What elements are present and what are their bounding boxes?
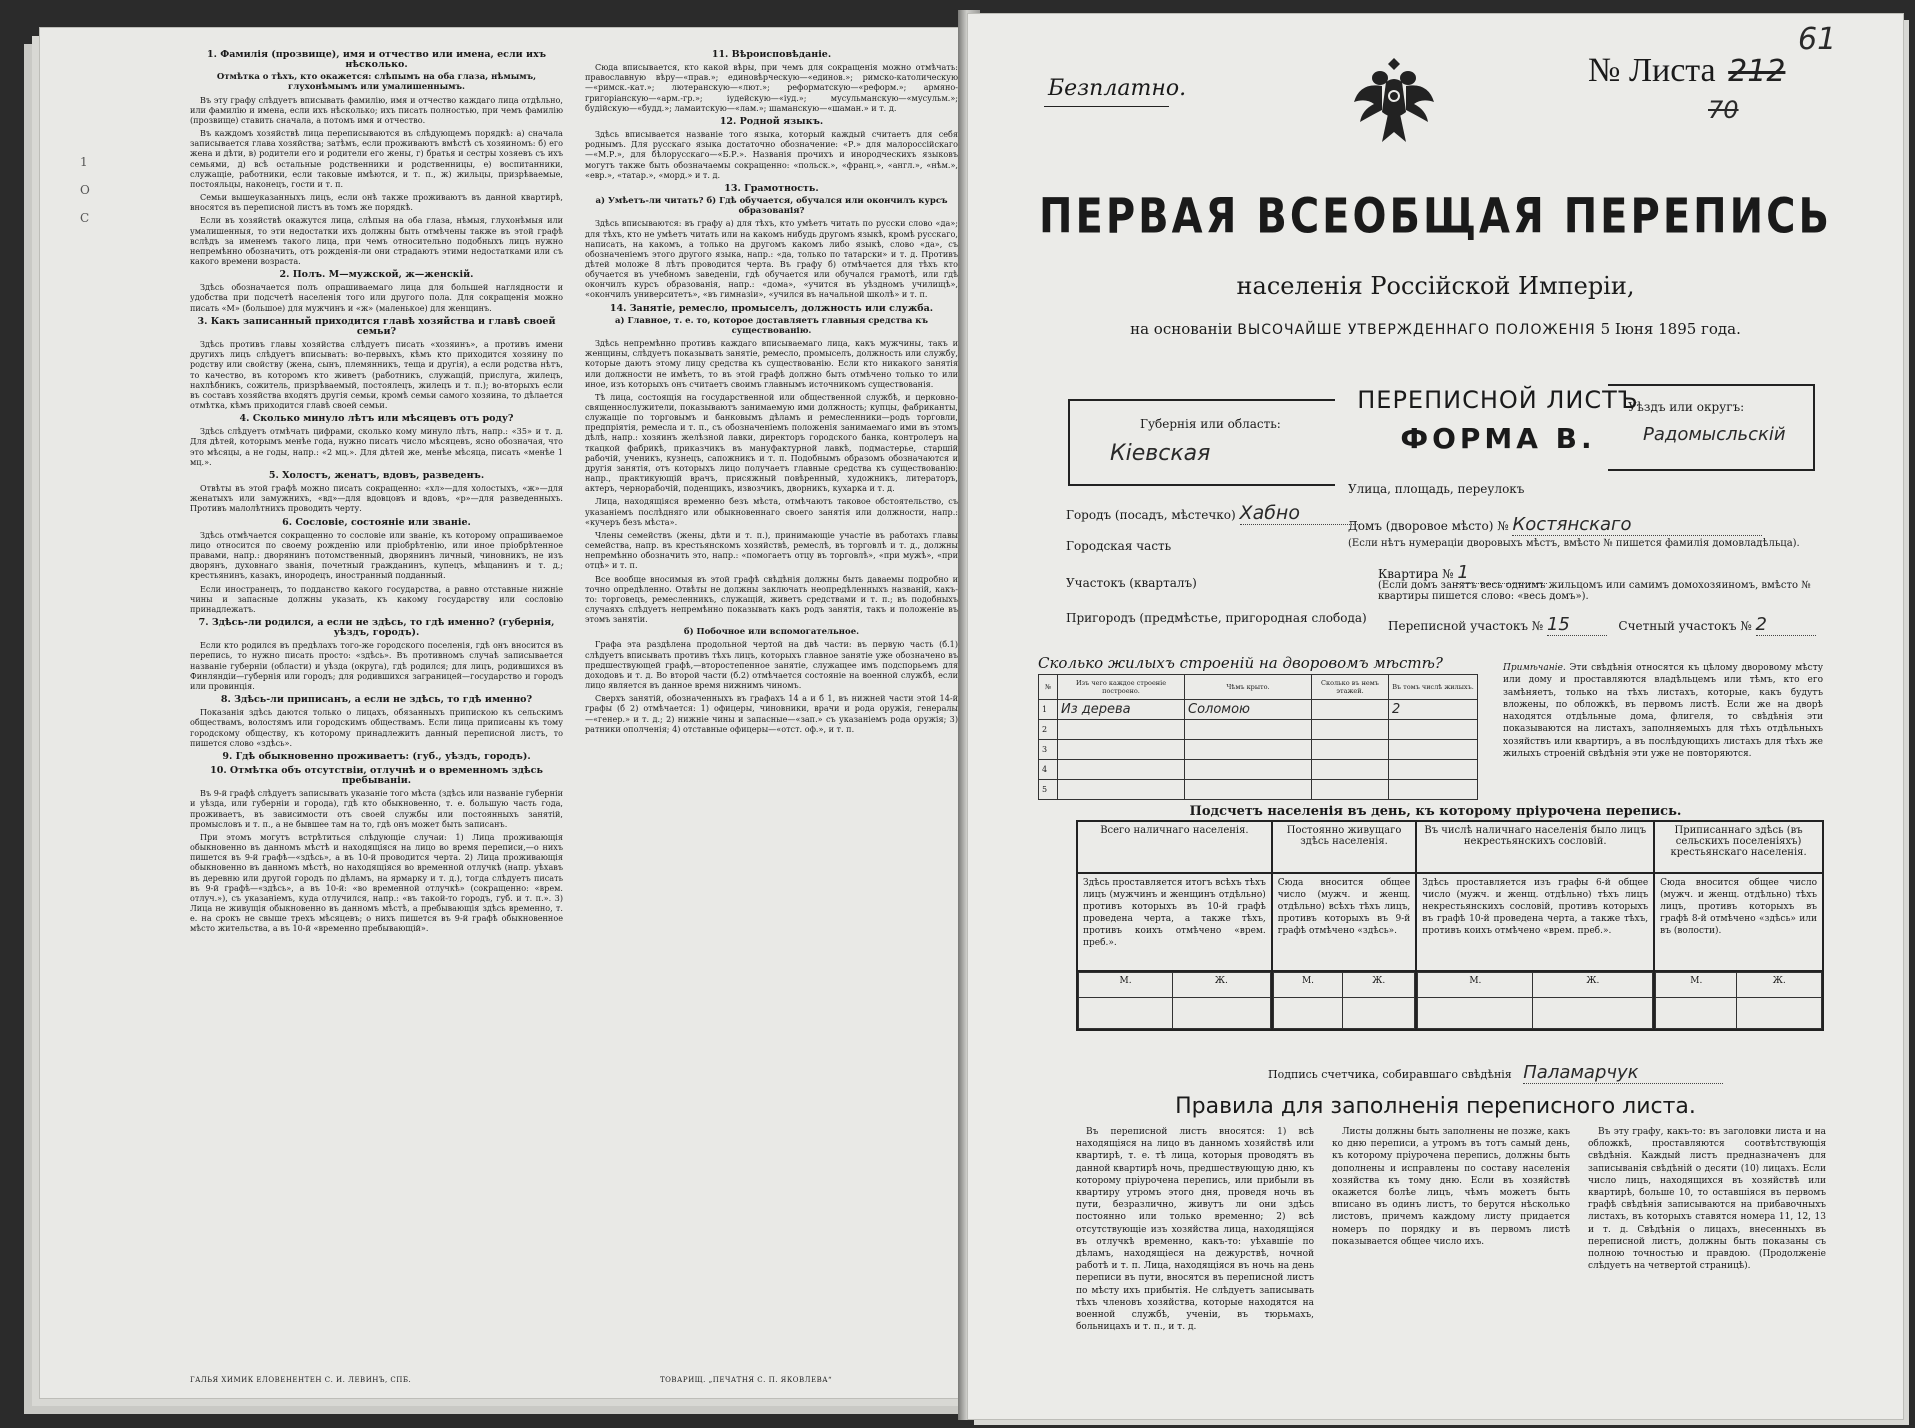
instruction-subheading: а) Умѣетъ-ли читать? б) Гдѣ обучается, обучался или окончилъ курсъ образованія?: [595, 196, 948, 217]
counter-district-value: 2: [1756, 614, 1816, 636]
instruction-heading: 10. Отмѣтка объ отсутствіи, отлучнѣ и о временномъ здѣсь пребываніи.: [210, 765, 543, 787]
instruction-heading: 13. Грамотность.: [724, 182, 819, 194]
instruction-heading: 8. Здѣсь-ли приписанъ, а если не здѣсь, то гдѣ именно?: [220, 694, 533, 706]
population-mf-row: М. Ж. М. Ж. М. Ж. М. Ж.: [1077, 971, 1823, 1030]
sheet-number: № Листа 212 61 70: [1588, 22, 1837, 124]
instruction-column-1: [190, 46, 563, 1384]
houses-cell-floors: [1312, 760, 1389, 780]
page-title: ПЕРВАЯ ВСЕОБЩАЯ ПЕРЕПИСЬ: [1039, 189, 1832, 245]
instruction-paragraph: Сверхъ занятій, обозначенныхъ въ графахъ 14 а и б 1, въ нижней части этой 14-й графы (б 2) отмѣчается: 1) офицеры, чиновники, врачи и рода оружія, генералы—«генер.» и т. д.; 2) нижніе чины и запасные—«зап.» съ указаніемъ рода оружія; 3) ратники ополченія; 4) отставные офицеры—«отст. оф.», и т. п.: [585, 693, 958, 734]
sheet-number-correction-2: 70: [1708, 96, 1739, 124]
rules-column-2: Листы должны быть заполнены не позже, какъ ко дню переписи, а утромъ въ тотъ самый день, къ которому пріурочена перепись, должны быть дополнены и исправлены по составу населенія хозяйства къ тому дню. Если въ хозяйствѣ окажется болѣе лицъ, чѣмъ можетъ быть вписано въ одинъ листъ, то берутся нѣсколько листовъ, причемъ каждому листу придается номеръ по порядку и въ первомъ листѣ показывается общее число ихъ.: [1332, 1127, 1570, 1247]
houses-cell-floors: [1312, 740, 1389, 760]
sheet-number-value: 212: [1728, 54, 1786, 89]
rules-column-1: Въ переписной листъ вносятся: 1) всѣ находящіяся на лицо въ данномъ хозяйствѣ или квартирѣ, т. е. тѣ лица, которыя проводятъ въ данной квартирѣ ночь, предшествующую дню, къ которому пріурочена перепись, или прибыли въ квартиру утромъ этого дня, проведя ночь въ пути, безразлично, живутъ ли они здѣсь постоянно или только временно; 2) всѣ отсутствующіе изъ хозяйства лица, находящіяся въ отлучкѣ временно, какъ-то: уѣхавшіе по дѣламъ, находящіеся на дежурствѣ, ночной работѣ и т. п. Лица, находящіяся въ ночь на день переписи въ пути, вносятся въ переписной листъ по мѣсту ихъ прибытія. Не слѣдуетъ записывать тѣхъ членовъ хозяйства, которые находятся на военной службѣ, ученіи, въ тюрьмахъ, больницахъ и т. п., и т. д.: [1076, 1127, 1314, 1333]
instruction-paragraph: Отвѣты въ этой графѣ можно писать сокращенно: «хл»—для холостыхъ, «ж»—для женатыхъ или замужнихъ, «вд»—для вдовцовъ и вдовъ, «р»—для разведенныхъ. Противъ малолѣтнихъ проводить черту.: [190, 483, 563, 514]
houses-note: Примѣчаніе. Эти свѣдѣнія относятся къ цѣлому дворовому мѣсту или дому и проставляются владѣльцемъ или тѣмъ, кто его замѣняетъ, только на тѣхъ листахъ, которые, какъ будутъ вложены, по обложкѣ, въ первомъ листѣ. Если же на дворѣ находятся отдѣльные дома, флигеля, то свѣдѣнія эти показываются на листахъ, заполняемыхъ для тѣхъ отдѣльныхъ хозяйствъ или квартиръ, а въ послѣдующихъ листахъ для тѣхъ же жилыхъ строеній свѣдѣнія эти уже не повторяются.: [1503, 663, 1823, 760]
houses-cell-living: [1389, 720, 1478, 740]
rules-column-3: Въ эту графу, какъ-то: въ заголовки листа и на обложкѣ, проставляются соотвѣтствующія свѣдѣнія. Каждый листъ предназначенъ для записыванія свѣдѣній о десяти (10) лицахъ. Если число лицъ, находящихся въ хозяйствѣ или квартирѣ, больше 10, то оставшіяся въ первомъ графѣ свѣдѣнія записываются на прибавочныхъ листахъ, въ которыхъ ставятся номера 11, 12, 13 и т. д. Свѣдѣнія о лицахъ, внесенныхъ въ переписной листъ, должны быть показаны съ полною точностью и правдою. (Продолженіе слѣдуетъ на четвертой страницѣ).: [1588, 1127, 1826, 1272]
instruction-heading: 2. Полъ. М—мужской, ж—женскій.: [279, 269, 474, 281]
houses-cell-living: [1389, 780, 1478, 800]
instruction-paragraph: Здѣсь вписываются: въ графу а) для тѣхъ, кто умѣетъ читать по русски слово «да»; для тѣхъ, кто не умѣетъ читать или на какомъ нибудь другомъ языкѣ, кромѣ русскаго, написать, на какомъ, а только на другомъ какомъ либо языкѣ, слово «да», съ обозначеніемъ этого другого языка, напр.: «да, только по татарски» и т. д. Противъ дѣтей моложе 8 лѣтъ проводится черта. Въ графу б) отмѣчается для тѣхъ кто обучается въ учебномъ заведеніи, гдѣ обучается или обучался грамотѣ, или гдѣ окончилъ курсъ образованія, напр.: «дома», «учится въ уѣздномъ училищѣ», «окончилъ университетъ», «въ гимназіи», «учился въ начальной школѣ» и т. п.: [585, 218, 958, 300]
houses-cell-roof: [1185, 760, 1312, 780]
instruction-heading: 3. Какъ записанный приходится главѣ хозяйства и главѣ своей семьи?: [197, 315, 556, 337]
sheet-number-correction-1: 61: [1798, 22, 1837, 57]
census-district-value: 15: [1547, 614, 1607, 636]
houses-cell-living: 2: [1389, 700, 1478, 720]
houses-cell-material: Из дерева: [1058, 700, 1185, 720]
houses-row: [1039, 780, 1478, 800]
city-field: Городъ (посадъ, мѣстечко) Хабно: [1066, 502, 1360, 525]
instruction-paragraph: Если иностранецъ, то подданство какого государства, а равно отставные нижніе чины и запасные должны указать, къ какому государству или сословію принадлежатъ.: [190, 583, 563, 614]
suburb-field: Пригородъ (предмѣстье, пригородная слобода): [1066, 611, 1367, 625]
instruction-paragraph: Если кто родился въ предѣлахъ того-же городского поселенія, гдѣ онъ вносится въ перепись, то нужно писать просто: «здѣсь». Въ противномъ случаѣ записывается названіе губерніи (области) и уѣзда (округа), гдѣ родился; для лицъ, родившихся въ Финляндіи—губернія или городъ; для родившихся заграницей—государство и городъ или провинція.: [190, 640, 563, 691]
apartment-value: 1: [1457, 562, 1547, 584]
rules-title: Правила для заполненія переписного листа.: [1175, 1094, 1696, 1119]
page-subtitle: населенія Россійской Имперіи,: [1236, 272, 1635, 300]
instruction-heading: 1. Фамилія (прозвище), имя и отчество или имена, если ихъ нѣсколько.: [206, 49, 547, 71]
houses-cell-roof: [1185, 740, 1312, 760]
population-title: Подсчетъ населенія въ день, къ которому пріурочена перепись.: [1189, 804, 1682, 819]
houses-cell-n: 4: [1039, 760, 1058, 780]
houses-cell-roof: [1185, 720, 1312, 740]
population-desc-row: Здѣсь проставляется итогъ всѣхъ тѣхъ лицъ (мужчинъ и женщинъ отдѣльно) противъ которыхъ въ 10-й графѣ проведена черта, а также тѣхъ, противъ коихъ отмѣчено «врем. преб.». Сюда вносится общее число (мужч. и женщ. отдѣльно) всѣхъ тѣхъ лицъ, противъ которыхъ въ 9-й графѣ отмѣчено «здѣсь». Здѣсь проставляется изъ графы 6-й общее число (мужч. и женщ. отдѣльно) тѣхъ лицъ некрестьянскихъ сословій, противъ которыхъ въ графѣ 10-й проведена черта, а также тѣхъ, противъ коихъ отмѣчено «врем. преб.». Сюда вносится общее число (мужч. и женщ. отдѣльно) тѣхъ лицъ, противъ которыхъ въ графѣ 8-й отмѣчено «здѣсь» или въ (волости).: [1077, 873, 1823, 971]
instruction-paragraph: Здѣсь обозначается полъ опрашиваемаго лица для большей наглядности и удобства при подсчетѣ населенія того или другого пола. Для сокращенія можно писать «М» (большое) для мужчинъ и «ж» (маленькое) для женщинъ.: [190, 282, 563, 313]
instruction-paragraph: Все вообще вносимыя въ этой графѣ свѣдѣнія должны быть даваемы подробно и точно опредѣленно. Отвѣты не должны заключать неопредѣленныхъ названій, какъ-то: торговецъ, ремесленникъ, служащій, живетъ средствами и т. п.; въ подобныхъ случаяхъ слѣдуетъ непремѣнно показывать какъ родъ занятія, такъ и положеніе въ этомъ занятіи.: [585, 573, 958, 625]
gubernia-box: Губернія или область: Кіевская: [1068, 399, 1335, 486]
instruction-columns: [190, 46, 958, 1384]
instruction-paragraph: Семьи вышеуказанныхъ лицъ, если онѣ также проживаютъ въ данной квартирѣ, вносятся въ переписной листъ въ томъ же порядкѣ.: [190, 192, 563, 213]
counter-signature: Подпись счетчика, собиравшаго свѣдѣнія Паламарчук: [1268, 1062, 1723, 1084]
houses-row: [1039, 720, 1478, 740]
right-page: [968, 14, 1903, 1419]
free-label: Безплатно.: [1048, 76, 1187, 101]
population-header-row: Всего наличнаго населенія. Постоянно живущаго здѣсь населенія. Въ числѣ наличнаго населенія было лицъ некрестьянскихъ сословій. Приписаннаго здѣсь (въ сельскихъ поселеніяхъ) крестьянскаго населенія.: [1077, 821, 1823, 873]
houses-cell-n: 3: [1039, 740, 1058, 760]
instruction-paragraph: Здѣсь слѣдуетъ отмѣчать цифрами, сколько кому минуло лѣтъ, напр.: «35» и т. д. Для дѣтей, которымъ менѣе года, нужно писать число мѣсяцевъ, ясно обозначая, что это мѣсяцы, а не годы, напр.: «2 мц.». Для дѣтей же, менѣе мѣсяца, писать «менѣе 1 мц.».: [190, 426, 563, 467]
left-page: [40, 28, 980, 1398]
houses-table: [1038, 674, 1478, 800]
houses-cell-living: [1389, 740, 1478, 760]
houses-cell-floors: [1312, 720, 1389, 740]
houses-cell-material: [1058, 720, 1185, 740]
houses-cell-roof: [1185, 780, 1312, 800]
houses-cell-material: [1058, 760, 1185, 780]
instruction-paragraph: Въ каждомъ хозяйствѣ лица переписываются въ слѣдующемъ порядкѣ: а) сначала записывается глава хозяйства; затѣмъ, если проживаютъ вмѣстѣ съ хозяиномъ: б) его жена и дѣти, в) родители его и родители его жены, г) братья и сестры хозяевъ съ ихъ семьями, д) всѣ остальные родственники и родственницы, е) воспитанники, служащіе, работники, если таковые имѣются, и т. п., ж) жильцы, призрѣваемые, постояльцы, наконецъ, гости и т. п.: [190, 128, 563, 189]
houses-cell-floors: [1312, 780, 1389, 800]
houses-cell-n: 2: [1039, 720, 1058, 740]
instruction-paragraph: Графа эта раздѣлена продольной чертой на двѣ части: въ первую часть (б.1) слѣдуетъ вписывать противъ тѣхъ лицъ, которыхъ главное занятіе уже обозначено въ предшествующей графѣ,—второстепенное занятіе, служащее имъ подспорьемъ для доходовъ и т. д. Во второй части (б.2) отмѣчается состояніе на военной службѣ, если лицо является въ данное время нижнимъ чиномъ.: [585, 639, 958, 691]
instruction-column-2: [585, 46, 958, 1384]
district-field: Участокъ (кварталъ): [1066, 576, 1197, 590]
houses-header-row: № Изъ чего каждое строеніе построено. Чѣмъ крыто. Сколько въ немъ этажей. Въ томъ числѣ жилыхъ.: [1039, 675, 1478, 700]
instruction-paragraph: Въ эту графу слѣдуетъ вписывать фамилію, имя и отчество каждаго лица отдѣльно, или фамилію и имена, если ихъ нѣсколько; ихъ писать полностью, при чемъ фамилію (прозвище) ставить сначала, а потомъ имя и отчество.: [190, 94, 563, 125]
houses-cell-n: 5: [1039, 780, 1058, 800]
city-part-field: Городская часть: [1066, 539, 1172, 553]
instruction-paragraph: Лица, находящіяся временно безъ мѣста, отмѣчаютъ таковое обстоятельство, съ указаніемъ послѣдняго или обыкновеннаго своего занятія или должности, напр.: «кучеръ безъ мѣста».: [585, 496, 958, 527]
legal-basis: на основаніи ВЫСОЧАЙШЕ УТВЕРЖДЕННАГО ПОЛОЖЕНІЯ 5 Іюня 1895 года.: [1130, 320, 1741, 338]
instruction-heading: 5. Холостъ, женатъ, вдовъ, разведенъ.: [268, 469, 485, 481]
houses-title: Сколько жилыхъ строеній на дворовомъ мѣстѣ?: [1038, 654, 1443, 672]
census-district-field: Переписной участокъ № 15 Счетный участокъ № 2: [1388, 614, 1816, 636]
instruction-paragraph: При этомъ могутъ встрѣтиться слѣдующіе случаи: 1) Лица проживающія обыкновенно въ данномъ мѣстѣ и находящіяся на лицо во время переписи,—о нихъ пишется въ 9-й графѣ—«здѣсь», а въ 10-й проводится черта. 2) Лица проживающія обыкновенно въ данномъ мѣстѣ, но находящіяся во временной отлучкѣ (напр. уѣхавъ въ деревню или другой городъ по дѣламъ, на ярмарку и т. д.), тогда слѣдуетъ писать въ 9-й графѣ—«здѣсь», а въ 10-й: «во временной отлучкѣ» (сокращенно: «врем. отлуч.»), съ указаніемъ, куда отлучился, напр.: «въ такой-то городъ, губ. и т. п.». 3) Лица не живущія обыкновенно въ данномъ мѣстѣ, а пребывающія здѣсь временно, т. е. на срокъ не свыше трехъ мѣсяцевъ; о нихъ пишется въ 9-й графѣ обыкновенное мѣсто жительства, а въ 10-й «временно пребывающій».: [190, 831, 563, 934]
instruction-paragraph: Здѣсь непремѣнно противъ каждаго вписываемаго лица, какъ мужчины, такъ и женщины, слѣдуетъ показывать занятіе, ремесло, промыселъ, должность или службу, которые даютъ этому лицу средства къ существованію. Если кто никакого занятія или должности не имѣетъ, то въ этой графѣ должно быть отмѣчено только то или иное, изъ которыхъ онъ считаетъ своимъ главнымъ источникомъ существованія.: [585, 338, 958, 389]
rules-text: [1076, 1126, 1826, 1391]
apartment-field: Квартира № 1: [1378, 562, 1547, 584]
houses-cell-roof: Соломою: [1185, 700, 1312, 720]
population-table: [1076, 820, 1824, 1031]
margin-marks: 1 О С: [80, 155, 90, 225]
printer-imprint-right: ТОВАРИЩ. „ПЕЧАТНЯ С. П. ЯКОВЛЕВА“: [660, 1376, 833, 1384]
instruction-paragraph: Показанія здѣсь даются только о лицахъ, обязанныхъ припискою къ сельскимъ обществамъ, волостямъ или городскимъ обществамъ. Если лица приписаны къ тому городскому обществу, къ которому принадлежитъ данный переписной листъ, то пишется слово «здѣсь».: [190, 707, 563, 748]
printer-imprint-left: ГАЛЬЯ ХИМИК ЕЛОВЕНЕНТЕН С. И. ЛЕВИНЪ, СПБ.: [190, 1376, 412, 1384]
house-value: Костянскаго: [1512, 514, 1762, 536]
instruction-paragraph: Здѣсь противъ главы хозяйства слѣдуетъ писать «хозяинъ», а противъ имени другихъ лицъ слѣдуетъ вписывать: во-первыхъ, кѣмъ кто приходится хозяину по родству или свойству (жена, сынъ, племянникъ, теща и другія), а если родства нѣтъ, то качество, въ которомъ кто живетъ (работникъ, служащій, прислуга, жилецъ, нахлѣбникъ, сожитель, призрѣваемый, постоялецъ, жилецъ и т. п.); во-вторыхъ если въ составъ хозяйства входятъ другія семьи, кромѣ семьи самого хозяина, то дѣлается отмѣтка, кѣмъ приходится главѣ своей семьи.: [190, 339, 563, 410]
instruction-paragraph: Если въ хозяйствѣ окажутся лица, слѣпыя на оба глаза, нѣмыя, глухонѣмыя или умалишенныя, то эти недостатки ихъ должны быть отмѣчены также въ этой графѣ вслѣдъ за именемъ такого лица, при чемъ относительно подобныхъ лицъ нужно непремѣнно обозначить, отъ рожденія-ли они страдаютъ этими недостатками или съ какого времени возраста.: [190, 215, 563, 266]
instruction-subheading: б) Побочное или вспомогательное.: [683, 627, 860, 638]
double-headed-eagle-icon: [1352, 52, 1436, 152]
houses-cell-material: [1058, 740, 1185, 760]
street-field: Улица, площадь, переулокъ: [1348, 482, 1525, 496]
census-sheet-title: ПЕРЕПИСНОЙ ЛИСТЪ ФОРМА В.: [1333, 386, 1663, 455]
instruction-heading: 6. Сословіе, состояніе или званіе.: [282, 516, 471, 528]
instruction-subheading: Отмѣтка о тѣхъ, кто окажется: слѣпымъ на оба глаза, нѣмымъ, глухонѣмымъ или умалишеннымъ.: [216, 72, 537, 93]
uezd-box: Уѣздъ или округъ: Радомысльскій: [1608, 384, 1815, 471]
instruction-heading: 9. Гдѣ обыкновенно проживаетъ: (губ., уѣздъ, городъ).: [222, 750, 531, 762]
instruction-heading: 7. Здѣсь-ли родился, а если не здѣсь, то гдѣ именно? (губернія, уѣздъ, городъ).: [198, 616, 555, 639]
free-label-underline: [1044, 106, 1169, 107]
instruction-paragraph: Члены семействъ (жены, дѣти и т. п.), принимающіе участіе въ работахъ главы семейства, напр. въ крестьянскомъ хозяйствѣ, ремеслѣ, въ торговлѣ и т. д., должны непремѣнно обозначить это, напр.: «помогаетъ отцу въ торговлѣ», «при мужѣ», «при отцѣ» и т. п.: [585, 529, 958, 571]
houses-cell-floors: [1312, 700, 1389, 720]
houses-row: [1039, 740, 1478, 760]
instruction-subheading: а) Главное, т. е. то, которое доставляетъ главныя средства къ существованію.: [615, 315, 928, 336]
houses-cell-n: 1: [1039, 700, 1058, 720]
houses-row: [1039, 760, 1478, 780]
apartment-note: (Если домъ занятъ весь однимъ жильцомъ или самимъ домохозяиномъ, вмѣсто № квартиры пишется слово: «весь домъ»).: [1378, 580, 1811, 602]
uezd-value: Радомысльскій: [1643, 424, 1786, 445]
instruction-paragraph: Здѣсь отмѣчается сокращенно то сословіе или званіе, къ которому опрашиваемое лицо относится по своему рожденію или пріобрѣтенію, или иное пріобрѣтенное правами, напр.: дворянинъ потомственный, дворянинъ личный, чиновникъ, не изъ дворянъ, духовнаго званія, почетный гражданинъ, купецъ, мѣщанинъ и т. д.; крестьянинъ, казакъ, инородецъ, иностранный подданный.: [190, 529, 563, 581]
gubernia-value: Кіевская: [1110, 441, 1211, 466]
instruction-heading: 4. Сколько минуло лѣтъ или мѣсяцевъ отъ роду?: [239, 413, 514, 425]
instruction-heading: 12. Родной языкъ.: [719, 115, 824, 127]
instruction-paragraph: Здѣсь вписывается названіе того языка, который каждый считаетъ для себя роднымъ. Для русскаго языка достаточно обозначение: «Р.» для малороссійскаго—«М.Р.», для бѣлорусскаго—«Б.Р.». Названія прочихъ и инородческихъ языковъ могутъ также быть обозначаемы сокращенно: «польск.», «франц.», «англ.», «нѣм.», «евр.», «татар.», «морд.» и т. д.: [585, 129, 958, 180]
houses-cell-living: [1389, 760, 1478, 780]
instruction-heading: 14. Занятіе, ремесло, промыселъ, должность или служба.: [609, 302, 934, 314]
city-value: Хабно: [1240, 502, 1360, 525]
houses-cell-material: [1058, 780, 1185, 800]
counter-signature-value: Паламарчук: [1523, 1062, 1723, 1084]
houses-row: [1039, 700, 1478, 720]
instruction-heading: 11. Вѣроисповѣданіе.: [711, 49, 832, 60]
instruction-paragraph: Въ 9-й графѣ слѣдуетъ записывать указаніе того мѣста (здѣсь или названіе губерніи и уѣзда, или губерніи и города), гдѣ кто обыкновенно, т. е. большую часть года, проживаетъ, въ зависимости отъ своей службы или постоянныхъ занятій, промысловъ и т. п., а не бывшее там на то, гдѣ онъ может быть записанъ.: [190, 788, 563, 829]
house-note: (Если нѣтъ нумераціи дворовыхъ мѣстъ, вмѣсто № пишется фамилія домовладѣльца).: [1348, 538, 1800, 549]
house-field: Домъ (дворовое мѣсто) № Костянскаго: [1348, 514, 1762, 536]
form-label: ФОРМА В.: [1400, 422, 1596, 455]
instruction-paragraph: Сюда вписывается, кто какой вѣры, при чемъ для сокращенія можно отмѣчать: православную вѣру—«прав.»; единовѣрческую—«единов.»; римско-католическую—«римск.-кат.»; лютеранскую—«лют.»; реформатскую—«реформ.»; армяно-григоріанскую—«арм.-гр.»; іудейскую—«іуд.»; мусульманскую—«мусульм.»; будійскую—«будд.»; ламаитскую—«лам.»; шаманскую—«шаман.» и т. д.: [585, 62, 958, 113]
instruction-paragraph: Тѣ лица, состоящія на государственной или общественной службѣ, и церковно-священнослужители, показываютъ занимаемую ими должность; купцы, фабриканты, служащіе по торговымъ и банковымъ дѣламъ и ремесленники—родъ торговли, предпріятія, ремесла и т. п., съ обозначеніемъ положенія занимаемаго ими въ этомъ дѣлѣ, напр.: хозяинъ желѣзной лавки, директоръ городского банка, контролеръ на ткацкой фабрикѣ, приказчикъ въ мануфактурной лавкѣ, подмастерье, старшій рабочій, ученикъ, кузнецъ, сапожникъ и т. п. Подобнымъ образомъ обозначаются и другія занятія, отъ которыхъ лицо получаетъ главные средства къ существованію: напр., практикующій врачъ, присяжный повѣренный, художникъ, литераторъ, актеръ, чернорабочій, поденщикъ, извозчикъ, дворникъ, кухарка и т. д.: [585, 391, 958, 494]
